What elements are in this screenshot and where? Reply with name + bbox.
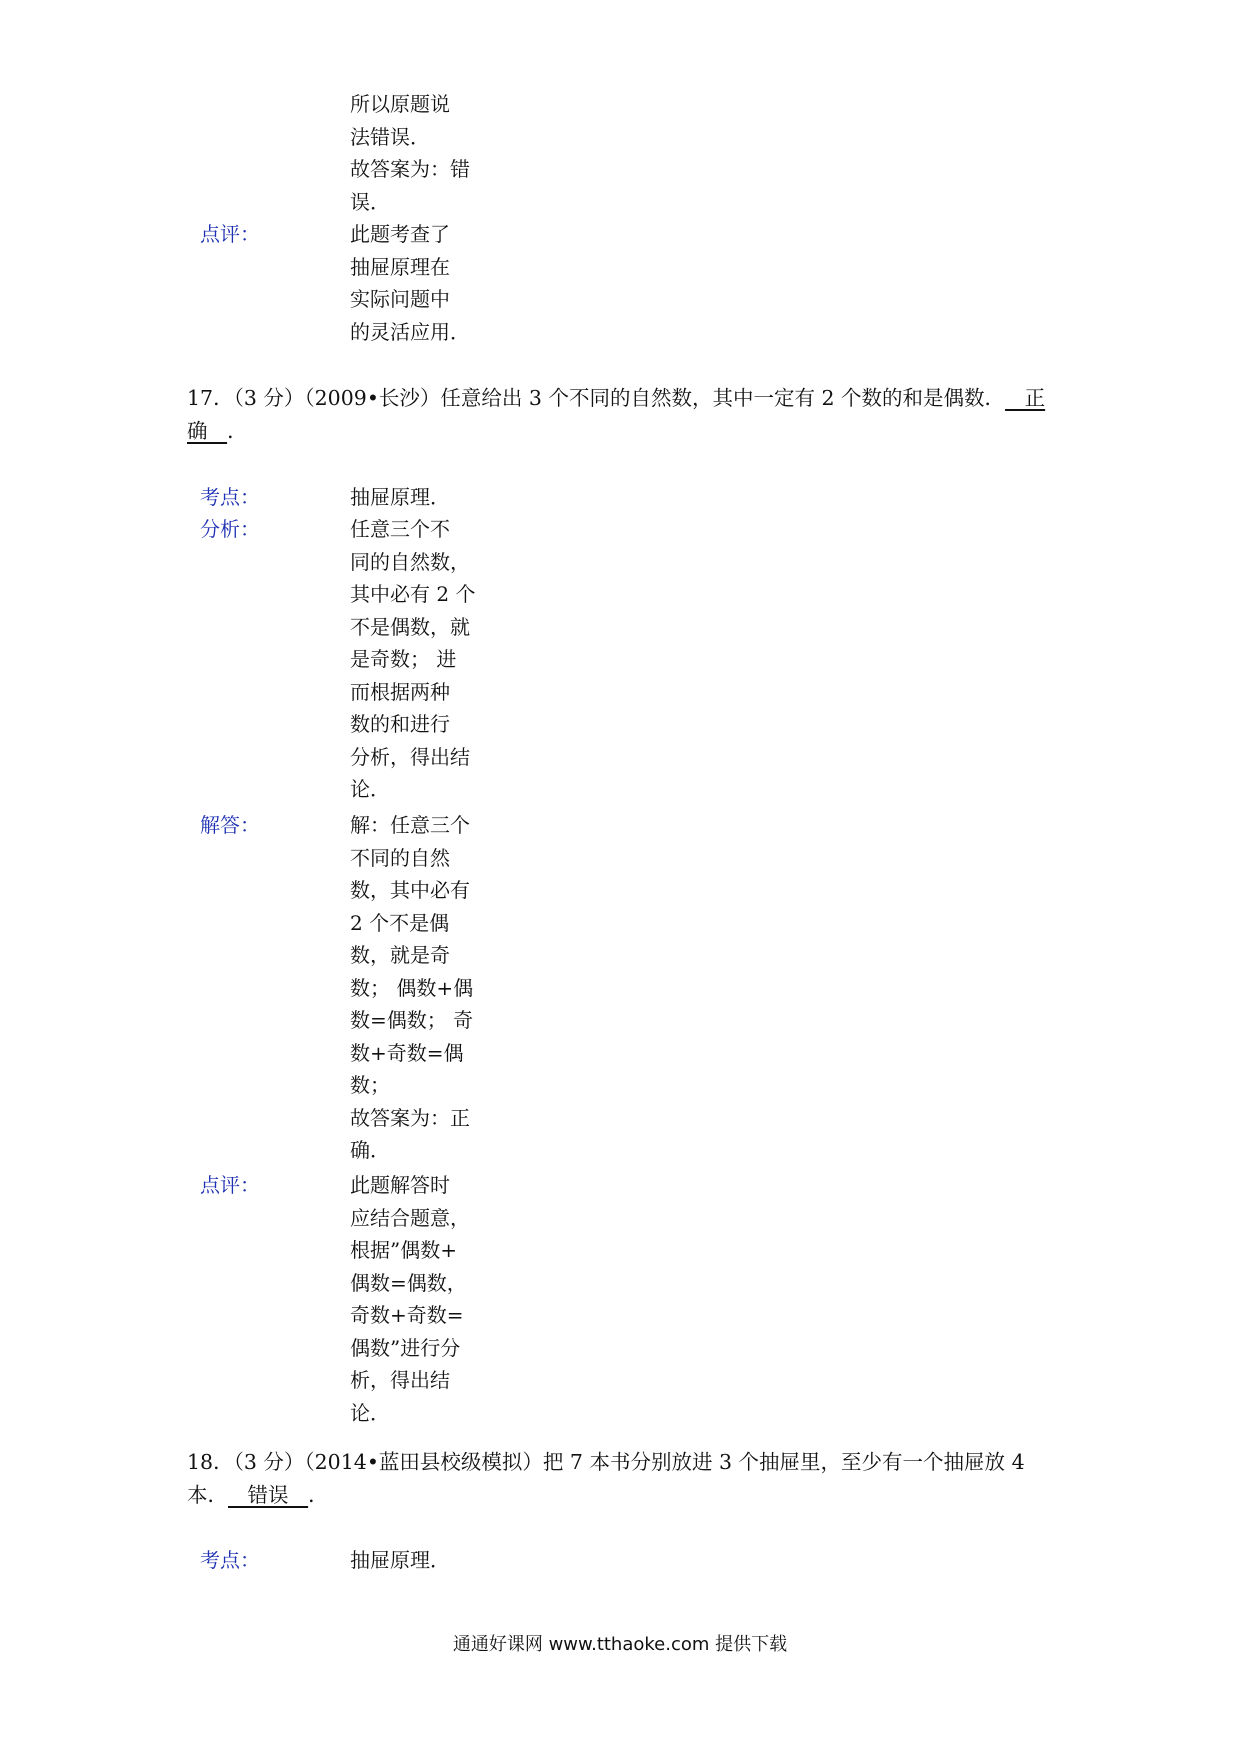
q16-answer-lines bbox=[350, 88, 490, 218]
text-line: 是奇数； 进 bbox=[350, 647, 457, 671]
text-line: 此题考查了 bbox=[350, 222, 450, 246]
text-line: 实际问题中 bbox=[350, 287, 450, 311]
text-line: 数的和进行 bbox=[350, 712, 450, 736]
text-line: 任意三个不 bbox=[350, 517, 450, 541]
text-line: 数，其中必有 bbox=[350, 878, 470, 902]
text-line: 偶数=偶数， bbox=[350, 1270, 467, 1295]
q17-line-1 bbox=[187, 382, 1057, 415]
section-label-dianping: 点评： bbox=[200, 222, 260, 246]
section-label-dianping: 点评： bbox=[200, 1173, 260, 1197]
text-line: 而根据两种 bbox=[350, 679, 450, 704]
text-line: 抽屉原理． bbox=[350, 485, 450, 509]
text-line: 误． bbox=[350, 189, 390, 214]
text-line: 确． bbox=[350, 1138, 390, 1162]
q17-period: ． bbox=[227, 419, 248, 443]
text-line: 数； bbox=[350, 1073, 390, 1097]
q18-line-2 bbox=[187, 1479, 1057, 1512]
q18-text: 本． bbox=[187, 1483, 228, 1507]
text-line: 偶数”进行分 bbox=[350, 1335, 461, 1360]
text-line: 数； 偶数+偶 bbox=[350, 975, 474, 1000]
q17-answer-blank-part1: 正 bbox=[1005, 386, 1046, 410]
q17-answer-blank-part2: 确 bbox=[187, 419, 228, 443]
q17-text: 17．（3 分）（2009•长沙）任意给出 3 个不同的自然数，其中一定有 2 个数的和是偶数． bbox=[187, 386, 1006, 410]
text-line: 故答案为：正 bbox=[350, 1105, 470, 1130]
text-line: 应结合题意， bbox=[350, 1205, 470, 1230]
text-line: 根据”偶数+ bbox=[350, 1238, 457, 1262]
q17-fenxi-lines bbox=[350, 513, 490, 806]
q18-question bbox=[187, 1446, 1057, 1512]
q17-kaodian-text bbox=[350, 481, 490, 514]
q18-kaodian-text bbox=[350, 1544, 490, 1577]
text-line: 分析，得出结 bbox=[350, 744, 470, 769]
q17-question bbox=[187, 382, 1057, 448]
text-line: 析，得出结 bbox=[350, 1368, 450, 1392]
text-line: 奇数+奇数= bbox=[350, 1303, 464, 1327]
text-line: 数，就是奇 bbox=[350, 943, 450, 967]
q16-comment-lines bbox=[350, 218, 490, 348]
text-line: 故答案为：错 bbox=[350, 157, 470, 181]
text-line: 不是偶数，就 bbox=[350, 614, 470, 639]
text-line: 解：任意三个 bbox=[350, 813, 470, 837]
section-label-jieda: 解答： bbox=[200, 813, 260, 837]
q18-period: ． bbox=[308, 1483, 329, 1507]
text-line: 论． bbox=[350, 1400, 390, 1425]
text-line: 数+奇数=偶 bbox=[350, 1040, 464, 1065]
text-line: 所以原题说 bbox=[350, 92, 450, 116]
text-line: 此题解答时 bbox=[350, 1173, 450, 1197]
page-footer: 通通好课网 www.tthaoke.com 提供下载 bbox=[452, 1634, 788, 1655]
text-line: 法错误． bbox=[350, 124, 430, 149]
text-line: 抽屉原理在 bbox=[350, 254, 450, 279]
q17-line-2 bbox=[187, 415, 1057, 448]
section-label-kaodian: 考点： bbox=[200, 485, 260, 509]
text-line: 数=偶数； 奇 bbox=[350, 1008, 474, 1032]
q17-jieda-lines bbox=[350, 809, 490, 1167]
q18-answer-blank: 错误 bbox=[228, 1483, 309, 1507]
text-line: 的灵活应用． bbox=[350, 319, 470, 344]
q18-line-1: 18．（3 分）（2014•蓝田县校级模拟）把 7 本书分别放进 3 个抽屉里，至少有一个抽屉放 4 bbox=[187, 1450, 1025, 1474]
q17-dianping-lines bbox=[350, 1169, 490, 1429]
text-line: 论． bbox=[350, 777, 390, 801]
text-line: 2 个不是偶 bbox=[350, 910, 450, 935]
text-line: 其中必有 2 个 bbox=[350, 582, 476, 606]
text-line: 不同的自然 bbox=[350, 845, 450, 870]
section-label-fenxi: 分析： bbox=[200, 517, 260, 541]
text-line: 同的自然数， bbox=[350, 549, 470, 574]
text-line: 抽屉原理． bbox=[350, 1548, 450, 1572]
section-label-kaodian: 考点： bbox=[200, 1548, 260, 1572]
